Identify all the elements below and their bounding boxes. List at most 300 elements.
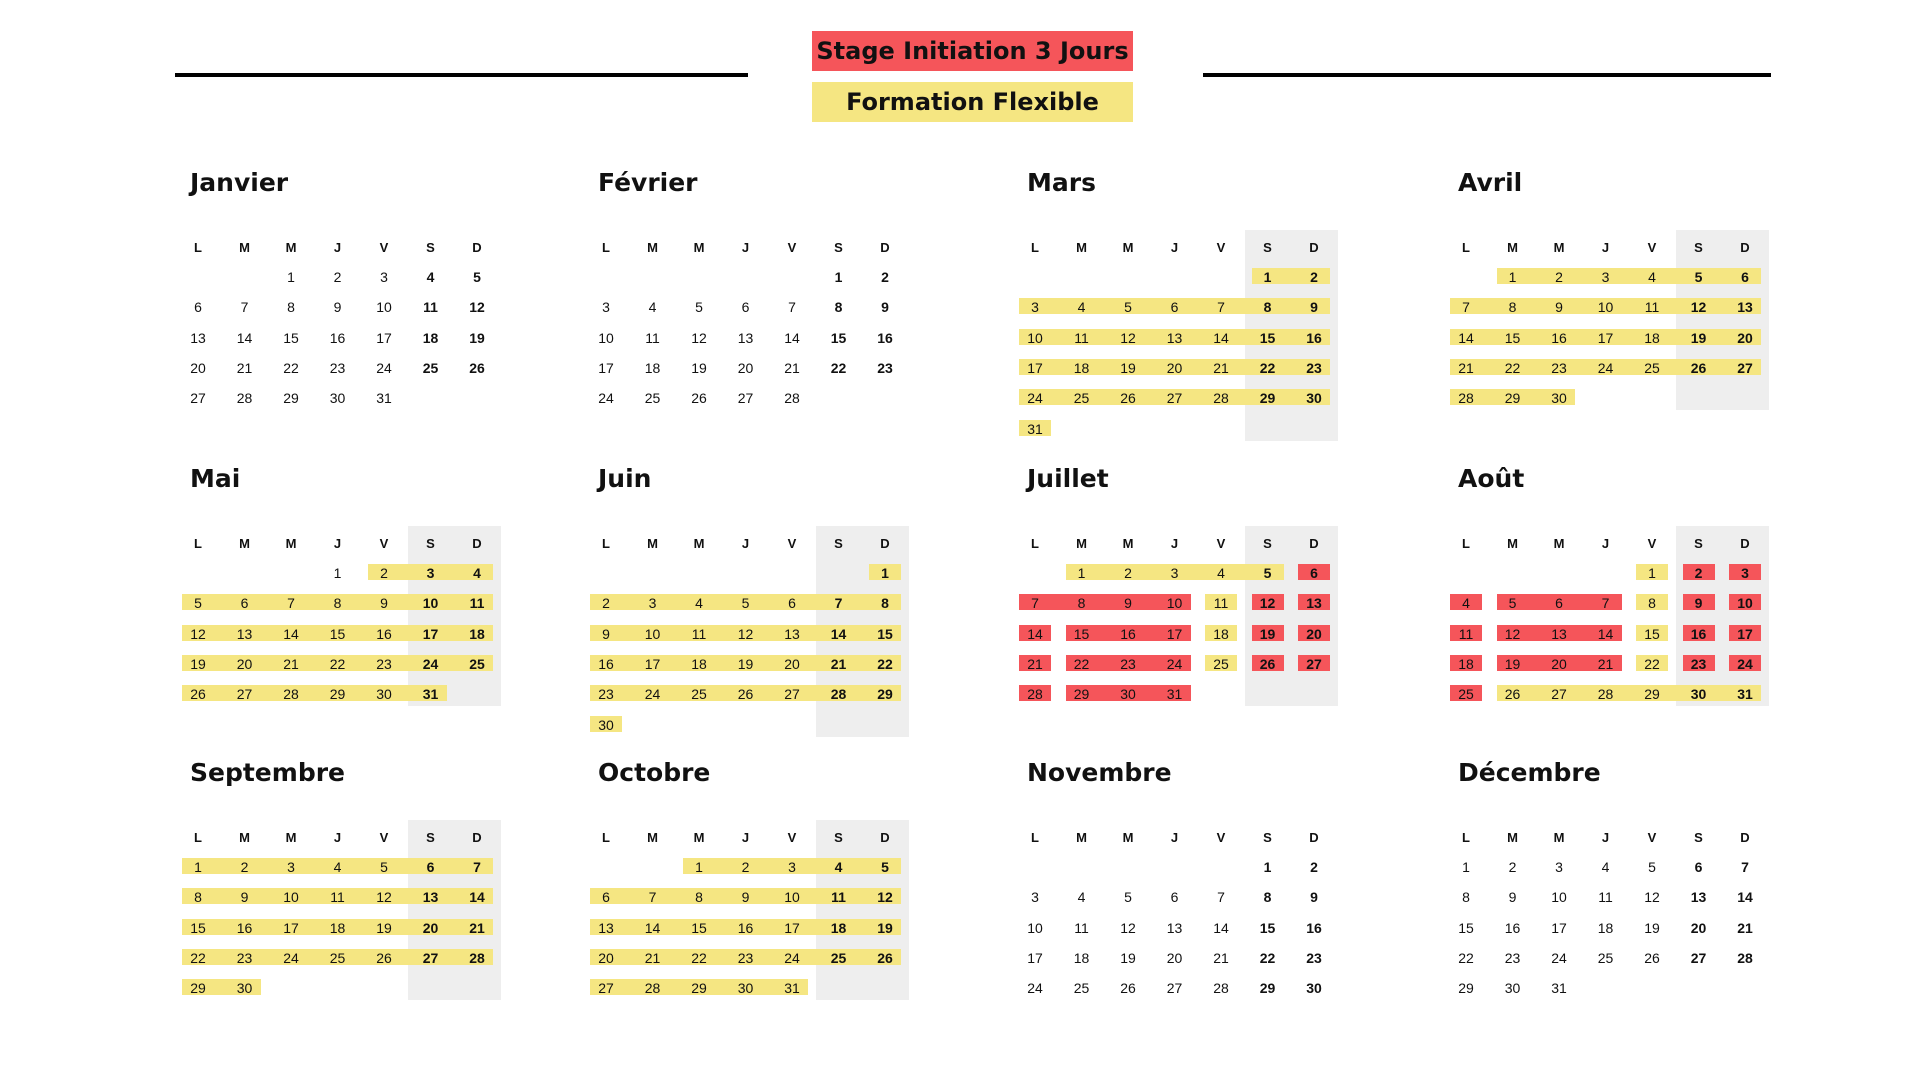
day-cell[interactable]: 8 <box>1263 299 1272 316</box>
day-cell[interactable]: 29 <box>190 980 206 997</box>
day-cell[interactable]: 5 <box>380 859 388 875</box>
day-cell[interactable]: 13 <box>1166 329 1183 346</box>
day-cell[interactable]: 15 <box>1073 625 1090 642</box>
day-cell[interactable]: 3 <box>426 565 435 581</box>
day-cell[interactable]: 16 <box>1690 625 1707 642</box>
day-cell[interactable]: 21 <box>1213 949 1229 966</box>
day-cell[interactable]: 24 <box>1597 359 1614 376</box>
day-cell[interactable]: 13 <box>190 329 206 346</box>
day-cell[interactable]: 28 <box>830 686 847 703</box>
day-cell[interactable]: 30 <box>1690 686 1707 703</box>
day-cell[interactable]: 19 <box>1644 919 1660 936</box>
day-cell[interactable]: 4 <box>1077 889 1086 906</box>
day-cell[interactable]: 25 <box>1597 949 1614 966</box>
day-cell[interactable]: 14 <box>1458 329 1474 346</box>
day-cell[interactable]: 29 <box>1259 390 1276 407</box>
day-cell[interactable]: 4 <box>1462 595 1470 612</box>
day-cell[interactable]: 31 <box>1027 420 1043 437</box>
day-cell[interactable]: 12 <box>376 889 392 906</box>
day-cell[interactable]: 6 <box>240 595 249 612</box>
day-cell[interactable]: 12 <box>1120 329 1136 346</box>
day-cell[interactable]: 19 <box>877 919 893 936</box>
day-cell[interactable]: 19 <box>691 359 707 376</box>
day-cell[interactable]: 31 <box>1551 980 1567 997</box>
day-cell[interactable]: 28 <box>469 949 485 966</box>
day-cell[interactable]: 12 <box>1504 625 1521 642</box>
day-cell[interactable]: 17 <box>1166 625 1183 642</box>
day-cell[interactable]: 27 <box>1166 980 1183 997</box>
day-cell[interactable]: 15 <box>1644 625 1660 642</box>
day-cell[interactable]: 22 <box>1073 655 1090 672</box>
day-cell[interactable]: 25 <box>329 949 346 966</box>
day-cell[interactable]: 18 <box>422 329 439 346</box>
day-cell[interactable]: 20 <box>737 359 754 376</box>
day-cell[interactable]: 9 <box>333 299 342 316</box>
day-cell[interactable]: 6 <box>1170 889 1179 906</box>
day-cell[interactable]: 2 <box>1694 565 1703 581</box>
day-cell[interactable]: 24 <box>1027 390 1043 407</box>
day-cell[interactable]: 27 <box>190 390 206 407</box>
day-cell[interactable]: 2 <box>380 565 388 581</box>
day-cell[interactable]: 9 <box>1508 889 1517 906</box>
day-cell[interactable]: 26 <box>376 949 392 966</box>
day-cell[interactable]: 26 <box>691 390 707 407</box>
day-cell[interactable]: 7 <box>240 299 249 316</box>
day-cell[interactable]: 24 <box>1027 980 1043 997</box>
day-cell[interactable]: 10 <box>1597 299 1614 316</box>
day-cell[interactable]: 21 <box>236 359 253 376</box>
day-cell[interactable]: 7 <box>1462 299 1470 316</box>
day-cell[interactable]: 28 <box>283 686 299 703</box>
day-cell[interactable]: 29 <box>691 980 707 997</box>
day-cell[interactable]: 30 <box>376 686 392 703</box>
day-cell[interactable]: 23 <box>1690 655 1707 672</box>
day-cell[interactable]: 15 <box>329 625 346 642</box>
day-cell[interactable]: 20 <box>1690 919 1707 936</box>
day-cell[interactable]: 14 <box>784 329 800 346</box>
day-cell[interactable]: 24 <box>1737 655 1753 672</box>
day-cell[interactable]: 29 <box>1458 980 1474 997</box>
day-cell[interactable]: 5 <box>1124 889 1132 906</box>
day-cell[interactable]: 5 <box>741 595 750 612</box>
day-cell[interactable]: 7 <box>1217 889 1225 906</box>
day-cell[interactable]: 6 <box>1310 565 1318 581</box>
day-cell[interactable]: 19 <box>1259 625 1276 642</box>
day-cell[interactable]: 17 <box>1737 625 1753 642</box>
day-cell[interactable]: 9 <box>380 595 388 612</box>
day-cell[interactable]: 29 <box>1259 980 1276 997</box>
day-cell[interactable]: 8 <box>1077 595 1086 612</box>
day-cell[interactable]: 18 <box>644 359 661 376</box>
day-cell[interactable]: 26 <box>469 359 485 376</box>
day-cell[interactable]: 14 <box>1737 889 1753 906</box>
day-cell[interactable]: 20 <box>1551 655 1567 672</box>
day-cell[interactable]: 1 <box>287 269 295 285</box>
day-cell[interactable]: 26 <box>877 949 893 966</box>
day-cell[interactable]: 26 <box>1120 980 1136 997</box>
day-cell[interactable]: 31 <box>422 686 439 703</box>
day-cell[interactable]: 27 <box>422 949 439 966</box>
day-cell[interactable]: 14 <box>830 625 847 642</box>
day-cell[interactable]: 5 <box>473 269 481 285</box>
day-cell[interactable]: 7 <box>1031 595 1039 612</box>
day-cell[interactable]: 7 <box>287 595 295 612</box>
day-cell[interactable]: 9 <box>881 299 889 316</box>
day-cell[interactable]: 27 <box>784 686 800 703</box>
day-cell[interactable]: 20 <box>190 359 206 376</box>
day-cell[interactable]: 18 <box>469 625 485 642</box>
day-cell[interactable]: 13 <box>1690 889 1707 906</box>
day-cell[interactable]: 27 <box>1551 686 1567 703</box>
day-cell[interactable]: 18 <box>830 919 847 936</box>
day-cell[interactable]: 13 <box>598 919 614 936</box>
day-cell[interactable]: 5 <box>1508 595 1517 612</box>
day-cell[interactable]: 8 <box>1648 595 1656 612</box>
day-cell[interactable]: 5 <box>194 595 202 612</box>
day-cell[interactable]: 20 <box>1306 625 1322 642</box>
day-cell[interactable]: 11 <box>691 625 707 642</box>
day-cell[interactable]: 8 <box>287 299 295 316</box>
day-cell[interactable]: 14 <box>236 329 253 346</box>
day-cell[interactable]: 1 <box>834 269 843 285</box>
day-cell[interactable]: 14 <box>283 625 299 642</box>
day-cell[interactable]: 6 <box>741 299 750 316</box>
day-cell[interactable]: 3 <box>1031 299 1039 316</box>
day-cell[interactable]: 18 <box>329 919 346 936</box>
day-cell[interactable]: 12 <box>190 625 206 642</box>
day-cell[interactable]: 25 <box>1073 980 1090 997</box>
day-cell[interactable]: 22 <box>1644 655 1660 672</box>
day-cell[interactable]: 27 <box>1690 949 1707 966</box>
day-cell[interactable]: 12 <box>737 625 754 642</box>
day-cell[interactable]: 9 <box>602 625 610 642</box>
day-cell[interactable]: 12 <box>1259 595 1276 612</box>
day-cell[interactable]: 23 <box>1504 949 1521 966</box>
day-cell[interactable]: 17 <box>1597 329 1614 346</box>
day-cell[interactable]: 19 <box>1120 949 1136 966</box>
day-cell[interactable]: 30 <box>236 980 253 997</box>
day-cell[interactable]: 12 <box>877 889 893 906</box>
day-cell[interactable]: 21 <box>644 949 661 966</box>
day-cell[interactable]: 3 <box>1170 565 1179 581</box>
day-cell[interactable]: 22 <box>877 655 893 672</box>
day-cell[interactable]: 6 <box>1555 595 1563 612</box>
day-cell[interactable]: 16 <box>1120 625 1136 642</box>
day-cell[interactable]: 3 <box>1601 269 1610 285</box>
day-cell[interactable]: 16 <box>1306 329 1322 346</box>
day-cell[interactable]: 17 <box>1551 919 1567 936</box>
day-cell[interactable]: 5 <box>1694 269 1703 285</box>
day-cell[interactable]: 8 <box>1462 889 1470 906</box>
day-cell[interactable]: 1 <box>1462 859 1470 875</box>
day-cell[interactable]: 26 <box>737 686 754 703</box>
day-cell[interactable]: 20 <box>598 949 614 966</box>
day-cell[interactable]: 26 <box>1120 390 1136 407</box>
day-cell[interactable]: 17 <box>598 359 614 376</box>
day-cell[interactable]: 12 <box>469 299 485 316</box>
day-cell[interactable]: 15 <box>1259 919 1276 936</box>
day-cell[interactable]: 19 <box>737 655 754 672</box>
day-cell[interactable]: 22 <box>283 359 299 376</box>
day-cell[interactable]: 27 <box>1737 359 1753 376</box>
day-cell[interactable]: 10 <box>1737 595 1753 612</box>
day-cell[interactable]: 12 <box>1120 919 1136 936</box>
day-cell[interactable]: 20 <box>422 919 439 936</box>
day-cell[interactable]: 20 <box>236 655 253 672</box>
day-cell[interactable]: 11 <box>1213 595 1229 612</box>
day-cell[interactable]: 18 <box>1213 625 1229 642</box>
day-cell[interactable]: 20 <box>784 655 800 672</box>
day-cell[interactable]: 10 <box>598 329 614 346</box>
day-cell[interactable]: 18 <box>1073 949 1090 966</box>
day-cell[interactable]: 5 <box>695 299 703 316</box>
day-cell[interactable]: 2 <box>240 859 249 875</box>
day-cell[interactable]: 19 <box>469 329 485 346</box>
day-cell[interactable]: 20 <box>1737 329 1753 346</box>
day-cell[interactable]: 24 <box>422 655 439 672</box>
day-cell[interactable]: 2 <box>1310 859 1318 875</box>
day-cell[interactable]: 4 <box>1077 299 1086 316</box>
day-cell[interactable]: 25 <box>830 949 847 966</box>
day-cell[interactable]: 24 <box>1166 655 1183 672</box>
day-cell[interactable]: 15 <box>1458 919 1474 936</box>
day-cell[interactable]: 5 <box>1648 859 1656 875</box>
day-cell[interactable]: 29 <box>329 686 346 703</box>
day-cell[interactable]: 21 <box>283 655 299 672</box>
day-cell[interactable]: 30 <box>1120 686 1136 703</box>
day-cell[interactable]: 24 <box>376 359 392 376</box>
day-cell[interactable]: 14 <box>469 889 485 906</box>
day-cell[interactable]: 15 <box>877 625 893 642</box>
day-cell[interactable]: 3 <box>1555 859 1563 875</box>
day-cell[interactable]: 28 <box>1213 980 1229 997</box>
day-cell[interactable]: 23 <box>376 655 392 672</box>
day-cell[interactable]: 26 <box>1690 359 1707 376</box>
day-cell[interactable]: 29 <box>1073 686 1090 703</box>
day-cell[interactable]: 28 <box>1737 949 1753 966</box>
day-cell[interactable]: 4 <box>695 595 703 612</box>
day-cell[interactable]: 25 <box>691 686 707 703</box>
day-cell[interactable]: 25 <box>1458 686 1474 703</box>
day-cell[interactable]: 9 <box>741 889 750 906</box>
day-cell[interactable]: 30 <box>1306 980 1322 997</box>
day-cell[interactable]: 11 <box>1074 329 1089 346</box>
day-cell[interactable]: 17 <box>784 919 800 936</box>
day-cell[interactable]: 29 <box>877 686 893 703</box>
day-cell[interactable]: 18 <box>1644 329 1660 346</box>
day-cell[interactable]: 29 <box>1644 686 1660 703</box>
day-cell[interactable]: 3 <box>287 859 295 875</box>
day-cell[interactable]: 3 <box>1031 889 1039 906</box>
day-cell[interactable]: 2 <box>881 269 889 285</box>
day-cell[interactable]: 9 <box>1555 299 1563 316</box>
day-cell[interactable]: 3 <box>648 595 657 612</box>
day-cell[interactable]: 16 <box>877 329 893 346</box>
day-cell[interactable]: 4 <box>648 299 657 316</box>
day-cell[interactable]: 21 <box>1458 359 1474 376</box>
day-cell[interactable]: 15 <box>283 329 299 346</box>
day-cell[interactable]: 16 <box>376 625 392 642</box>
day-cell[interactable]: 15 <box>190 919 206 936</box>
day-cell[interactable]: 9 <box>1310 299 1318 316</box>
day-cell[interactable]: 8 <box>1508 299 1517 316</box>
day-cell[interactable]: 17 <box>422 625 439 642</box>
day-cell[interactable]: 22 <box>329 655 346 672</box>
day-cell[interactable]: 17 <box>1027 949 1043 966</box>
day-cell[interactable]: 15 <box>1259 329 1276 346</box>
day-cell[interactable]: 30 <box>1551 390 1567 407</box>
day-cell[interactable]: 10 <box>1027 329 1043 346</box>
day-cell[interactable]: 24 <box>644 686 661 703</box>
day-cell[interactable]: 7 <box>1741 859 1749 875</box>
day-cell[interactable]: 7 <box>834 595 843 612</box>
day-cell[interactable]: 22 <box>830 359 847 376</box>
day-cell[interactable]: 14 <box>1213 329 1229 346</box>
day-cell[interactable]: 13 <box>1551 625 1567 642</box>
day-cell[interactable]: 23 <box>737 949 754 966</box>
day-cell[interactable]: 3 <box>788 859 796 875</box>
day-cell[interactable]: 24 <box>784 949 800 966</box>
day-cell[interactable]: 3 <box>1741 565 1749 581</box>
day-cell[interactable]: 8 <box>1263 889 1272 906</box>
day-cell[interactable]: 19 <box>1120 359 1136 376</box>
day-cell[interactable]: 9 <box>1124 595 1132 612</box>
day-cell[interactable]: 2 <box>1508 859 1517 875</box>
day-cell[interactable]: 16 <box>737 919 754 936</box>
day-cell[interactable]: 16 <box>329 329 346 346</box>
day-cell[interactable]: 25 <box>422 359 439 376</box>
day-cell[interactable]: 5 <box>1124 299 1132 316</box>
day-cell[interactable]: 11 <box>1598 889 1613 906</box>
day-cell[interactable]: 15 <box>830 329 847 346</box>
day-cell[interactable]: 23 <box>1306 359 1322 376</box>
day-cell[interactable]: 16 <box>1551 329 1567 346</box>
day-cell[interactable]: 2 <box>741 859 750 875</box>
day-cell[interactable]: 26 <box>1504 686 1521 703</box>
day-cell[interactable]: 25 <box>1213 655 1229 672</box>
day-cell[interactable]: 1 <box>1648 565 1656 581</box>
day-cell[interactable]: 6 <box>1694 859 1703 875</box>
day-cell[interactable]: 24 <box>1551 949 1567 966</box>
day-cell[interactable]: 10 <box>1551 889 1567 906</box>
day-cell[interactable]: 25 <box>1644 359 1660 376</box>
day-cell[interactable]: 27 <box>737 390 754 407</box>
day-cell[interactable]: 11 <box>1074 919 1089 936</box>
day-cell[interactable]: 28 <box>236 390 253 407</box>
day-cell[interactable]: 4 <box>1648 269 1656 285</box>
day-cell[interactable]: 2 <box>1124 565 1132 581</box>
day-cell[interactable]: 26 <box>1259 655 1276 672</box>
day-cell[interactable]: 7 <box>473 859 481 875</box>
day-cell[interactable]: 10 <box>1166 595 1183 612</box>
day-cell[interactable]: 14 <box>1597 625 1614 642</box>
day-cell[interactable]: 13 <box>236 625 253 642</box>
day-cell[interactable]: 22 <box>1504 359 1521 376</box>
day-cell[interactable]: 19 <box>190 655 206 672</box>
day-cell[interactable]: 28 <box>784 390 800 407</box>
day-cell[interactable]: 1 <box>881 565 889 581</box>
day-cell[interactable]: 18 <box>691 655 707 672</box>
day-cell[interactable]: 20 <box>1166 949 1183 966</box>
day-cell[interactable]: 28 <box>1597 686 1614 703</box>
day-cell[interactable]: 10 <box>422 595 439 612</box>
day-cell[interactable]: 11 <box>1644 299 1660 316</box>
day-cell[interactable]: 7 <box>1601 595 1610 612</box>
day-cell[interactable]: 4 <box>473 565 481 581</box>
day-cell[interactable]: 13 <box>1737 299 1753 316</box>
day-cell[interactable]: 9 <box>1694 595 1703 612</box>
day-cell[interactable]: 22 <box>1259 359 1276 376</box>
day-cell[interactable]: 8 <box>333 595 342 612</box>
day-cell[interactable]: 17 <box>376 329 392 346</box>
day-cell[interactable]: 13 <box>422 889 439 906</box>
day-cell[interactable]: 10 <box>644 625 661 642</box>
day-cell[interactable]: 9 <box>1310 889 1318 906</box>
day-cell[interactable]: 23 <box>236 949 253 966</box>
day-cell[interactable]: 23 <box>329 359 346 376</box>
day-cell[interactable]: 2 <box>602 595 610 612</box>
day-cell[interactable]: 30 <box>329 390 346 407</box>
day-cell[interactable]: 6 <box>1170 299 1179 316</box>
day-cell[interactable]: 18 <box>1458 655 1474 672</box>
day-cell[interactable]: 8 <box>881 595 889 612</box>
day-cell[interactable]: 6 <box>1741 269 1749 285</box>
day-cell[interactable]: 4 <box>333 859 342 875</box>
day-cell[interactable]: 31 <box>376 390 392 407</box>
day-cell[interactable]: 25 <box>469 655 485 672</box>
day-cell[interactable]: 4 <box>426 269 435 285</box>
day-cell[interactable]: 22 <box>1458 949 1474 966</box>
day-cell[interactable]: 7 <box>788 299 796 316</box>
day-cell[interactable]: 10 <box>784 889 800 906</box>
day-cell[interactable]: 28 <box>1458 390 1474 407</box>
day-cell[interactable]: 4 <box>1217 565 1225 581</box>
day-cell[interactable]: 5 <box>1263 565 1272 581</box>
day-cell[interactable]: 23 <box>1551 359 1567 376</box>
day-cell[interactable]: 12 <box>1644 889 1660 906</box>
day-cell[interactable]: 4 <box>834 859 843 875</box>
day-cell[interactable]: 21 <box>830 655 847 672</box>
day-cell[interactable]: 30 <box>1306 390 1322 407</box>
day-cell[interactable]: 26 <box>190 686 206 703</box>
day-cell[interactable]: 11 <box>469 595 485 612</box>
day-cell[interactable]: 27 <box>1306 655 1322 672</box>
day-cell[interactable]: 8 <box>194 889 202 906</box>
day-cell[interactable]: 31 <box>1737 686 1753 703</box>
day-cell[interactable]: 29 <box>283 390 299 407</box>
day-cell[interactable]: 13 <box>784 625 800 642</box>
day-cell[interactable]: 23 <box>598 686 614 703</box>
day-cell[interactable]: 11 <box>645 329 660 346</box>
day-cell[interactable]: 21 <box>1213 359 1229 376</box>
day-cell[interactable]: 23 <box>1306 949 1322 966</box>
day-cell[interactable]: 3 <box>380 269 388 285</box>
day-cell[interactable]: 24 <box>598 390 614 407</box>
day-cell[interactable]: 19 <box>1504 655 1521 672</box>
day-cell[interactable]: 21 <box>784 359 800 376</box>
day-cell[interactable]: 27 <box>598 980 614 997</box>
day-cell[interactable]: 23 <box>877 359 893 376</box>
day-cell[interactable]: 22 <box>691 949 707 966</box>
day-cell[interactable]: 15 <box>1504 329 1521 346</box>
day-cell[interactable]: 6 <box>426 859 435 875</box>
day-cell[interactable]: 1 <box>1263 859 1272 875</box>
day-cell[interactable]: 22 <box>1259 949 1276 966</box>
day-cell[interactable]: 22 <box>190 949 206 966</box>
day-cell[interactable]: 25 <box>1073 390 1090 407</box>
day-cell[interactable]: 30 <box>737 980 754 997</box>
day-cell[interactable]: 31 <box>1166 686 1183 703</box>
